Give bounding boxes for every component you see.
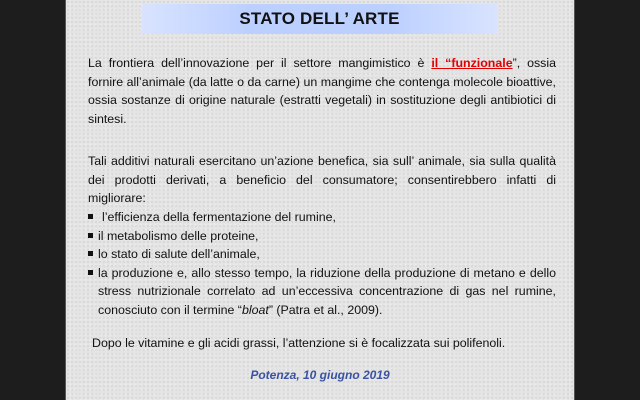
list-item-text: il metabolismo delle proteine, [98, 228, 259, 243]
list-item [88, 208, 556, 227]
benefits-list [88, 208, 556, 319]
title-bar [142, 4, 497, 34]
list-item [88, 245, 556, 264]
bullet-square-icon [88, 233, 93, 238]
intro-text-end: ”, ossia fornire all’animale (da latte o da carne) un mangime che contenga molecole bioattive, ossia sostanze di origine naturale (estratti vegetali) in sostituzione degli antibiotici di sintesi. [88, 56, 557, 126]
list-item-text: l’efficienza della fermentazione del rumine, [102, 210, 336, 224]
slide [66, 0, 574, 400]
paragraph-intro [88, 54, 556, 128]
term-bloat: bloat [241, 302, 269, 317]
paragraph-additivi: Tali additivi naturali esercitano un’azione benefica, sia sull’ animale, sia sulla qualità dei prodotti derivati, a beneficio del consumatore; consentirebbero infatti di migliorare: [88, 154, 556, 205]
list-item [88, 264, 556, 320]
highlight-funzionale: il “funzionale [431, 56, 513, 70]
list-item [88, 227, 556, 246]
list-item-text: lo stato di salute dell’animale, [98, 247, 260, 261]
bullet-square-icon [88, 251, 93, 256]
slide-title: STATO DELL’ ARTE [239, 9, 400, 28]
paragraph-polifenoli: Dopo le vitamine e gli acidi grassi, l’attenzione si è focalizzata sui polifenoli. [92, 336, 506, 350]
footer-location-date: Potenza, 10 giugno 2019 [250, 368, 390, 382]
bullet-square-icon [88, 270, 93, 275]
list-item-text-start: la produzione e, allo stesso tempo, la riduzione della produzione di metano e dello stress nutrizionale correlato ad un’eccessiva concentrazione di gas nel rumine, conosciuto con il termine “ [98, 265, 556, 317]
intro-text-start: La frontiera dell’innovazione per il settore mangimistico è [88, 56, 432, 70]
list-item-text-end: ” (Patra et al., 2009). [268, 302, 383, 317]
bullet-square-icon [88, 214, 93, 219]
